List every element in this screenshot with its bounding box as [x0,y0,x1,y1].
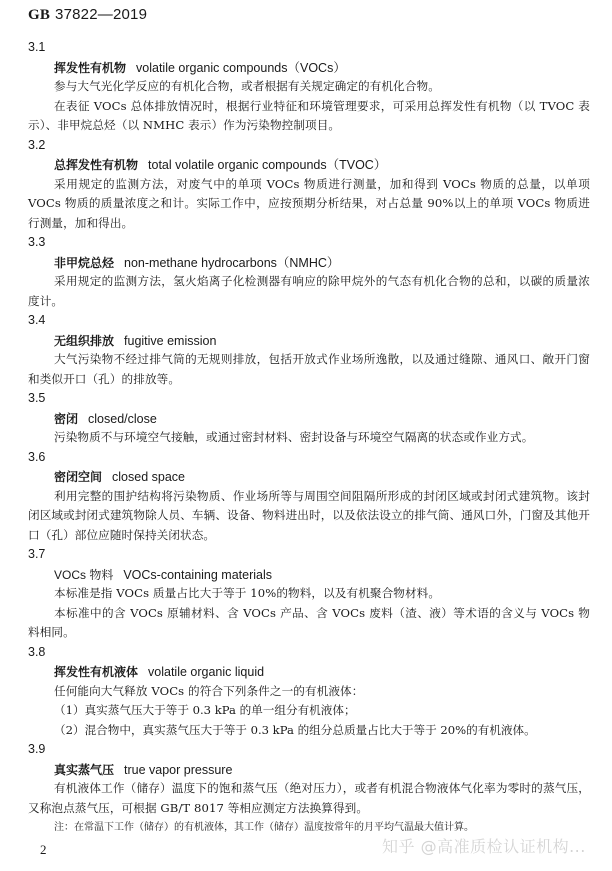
term-en: non-methane hydrocarbons（NMHC） [124,255,340,270]
term-heading [28,253,590,273]
term-en: fugitive emission [124,333,217,348]
definition-paragraph: 参与大气光化学反应的有机化合物，或者根据有关规定确定的有机化合物。 [54,79,440,93]
definition-paragraph: 本标准是指 VOCs 质量占比大于等于 10%的物料，以及有机聚合物材料。 [54,586,441,600]
term-zh: 无组织排放 [54,333,115,348]
term-heading [28,409,590,429]
term-en: volatile organic compounds（VOCs） [136,60,346,75]
section-number: 3.6 [28,449,46,464]
zhihu-watermark: 知乎 @高准质检认证机构... [382,837,586,856]
standard-header [28,4,147,25]
section-number: 3.3 [28,235,46,249]
section-3-3 [28,233,590,311]
page-number: 2 [40,842,47,857]
term-heading [28,58,590,78]
term-zh: 密闭空间 [54,470,103,484]
definition-paragraph: 采用规定的监测方法，对废气中的单项 VOCs 物质进行测量，加和得到 VOCs 物质的总量，以单项 VOCs 物质的质量浓度之和计。实际工作中，应按预期分析结果，对占总量 90%以上的单项 VOCs 物质进行测量，加和得出。 [28,176,590,230]
term-en: closed space [112,470,185,484]
section-3-1 [28,38,590,136]
term-zh: 总挥发性有机物 [54,158,139,172]
term-zh: 挥发性有机物 [54,60,127,75]
section-number: 3.8 [28,644,46,659]
term-heading [28,565,590,585]
section-3-5 [28,389,590,448]
term-heading [28,467,590,487]
definition-paragraph: 有机液体工作（储存）温度下的饱和蒸气压（绝对压力），或者有机混合物液体气化率为零时的蒸气压，又称泡点蒸气压，可根据 GB/T 8017 等相应测定方法换算得到。 [28,781,590,815]
section-number: 3.9 [28,742,46,756]
section-3-4 [28,311,590,389]
term-en: total volatile organic compounds（TVOC） [148,158,387,172]
section-number: 3.7 [28,547,46,561]
section-3-8 [28,643,590,741]
standard-code: 37822—2019 [55,6,148,23]
term-zh: 密闭 [54,411,79,426]
section-number: 3.5 [28,391,46,405]
definition-paragraph: 污染物质不与环境空气接触，或通过密封材料、密封设备与环境空气隔离的状态或作业方式。 [54,430,534,444]
condition-item: （2）混合物中，真实蒸气压大于等于 0.3 kPa 的组分总质量占比大于等于 20%的有机液体。 [54,722,536,737]
definition-paragraph: 采用规定的监测方法，氢火焰离子化检测器有响应的除甲烷外的气态有机化合物的总和，以碳的质量浓度计。 [28,274,590,308]
standard-prefix: GB [28,7,51,23]
section-3-2 [28,136,590,234]
definition-paragraph: 大气污染物不经过排气筒的无规则排放，包括开放式作业场所逸散，以及通过缝隙、通风口、敞开门窗和类似开口（孔）的排放等。 [28,352,590,386]
definition-paragraph: 利用完整的围护结构将污染物质、作业场所等与周围空间阻隔所形成的封闭区域或封闭式建筑物。该封闭区域或封闭式建筑物除人员、车辆、设备、物料进出时，以及依法设立的排气筒、通风口外，门窗及其他开口（孔）部位应随时保持关闭状态。 [28,488,590,542]
definitions-content [28,38,590,836]
definition-note: 注：在常温下工作（储存）的有机液体，其工作（储存）温度按常年的月平均气温最大值计算。 [54,822,474,833]
term-heading [28,760,590,780]
section-3-9 [28,740,590,836]
term-zh: 挥发性有机液体 [54,665,139,679]
section-3-6 [28,448,590,546]
definition-paragraph: 在表征 VOCs 总体排放情况时，根据行业特征和环境管理要求，可采用总挥发性有机物（以 TVOC 表示）、非甲烷总烃（以 NMHC 表示）作为污染物控制项目。 [28,98,590,132]
term-en: true vapor pressure [124,762,233,777]
term-en: VOCs-containing materials [123,567,273,582]
term-heading [28,155,590,175]
definition-paragraph: 本标准中的含 VOCs 原辅材料、含 VOCs 产品、含 VOCs 废料（渣、液）等术语的含义与 VOCs 物料相同。 [28,605,590,639]
term-zh: 真实蒸气压 [54,762,115,777]
term-en: closed/close [88,411,157,426]
section-3-7 [28,545,590,643]
definition-paragraph: 任何能向大气释放 VOCs 的符合下列条件之一的有机液体： [54,683,364,698]
term-en: volatile organic liquid [148,665,265,679]
section-number: 3.1 [28,40,46,54]
condition-item: （1）真实蒸气压大于等于 0.3 kPa 的单一组分有机液体； [54,703,356,717]
term-heading [28,331,590,351]
term-zh: VOCs 物料 [54,567,114,582]
term-heading [28,662,590,682]
term-zh: 非甲烷总烃 [54,255,115,270]
section-number: 3.2 [28,137,46,152]
section-number: 3.4 [28,313,46,327]
